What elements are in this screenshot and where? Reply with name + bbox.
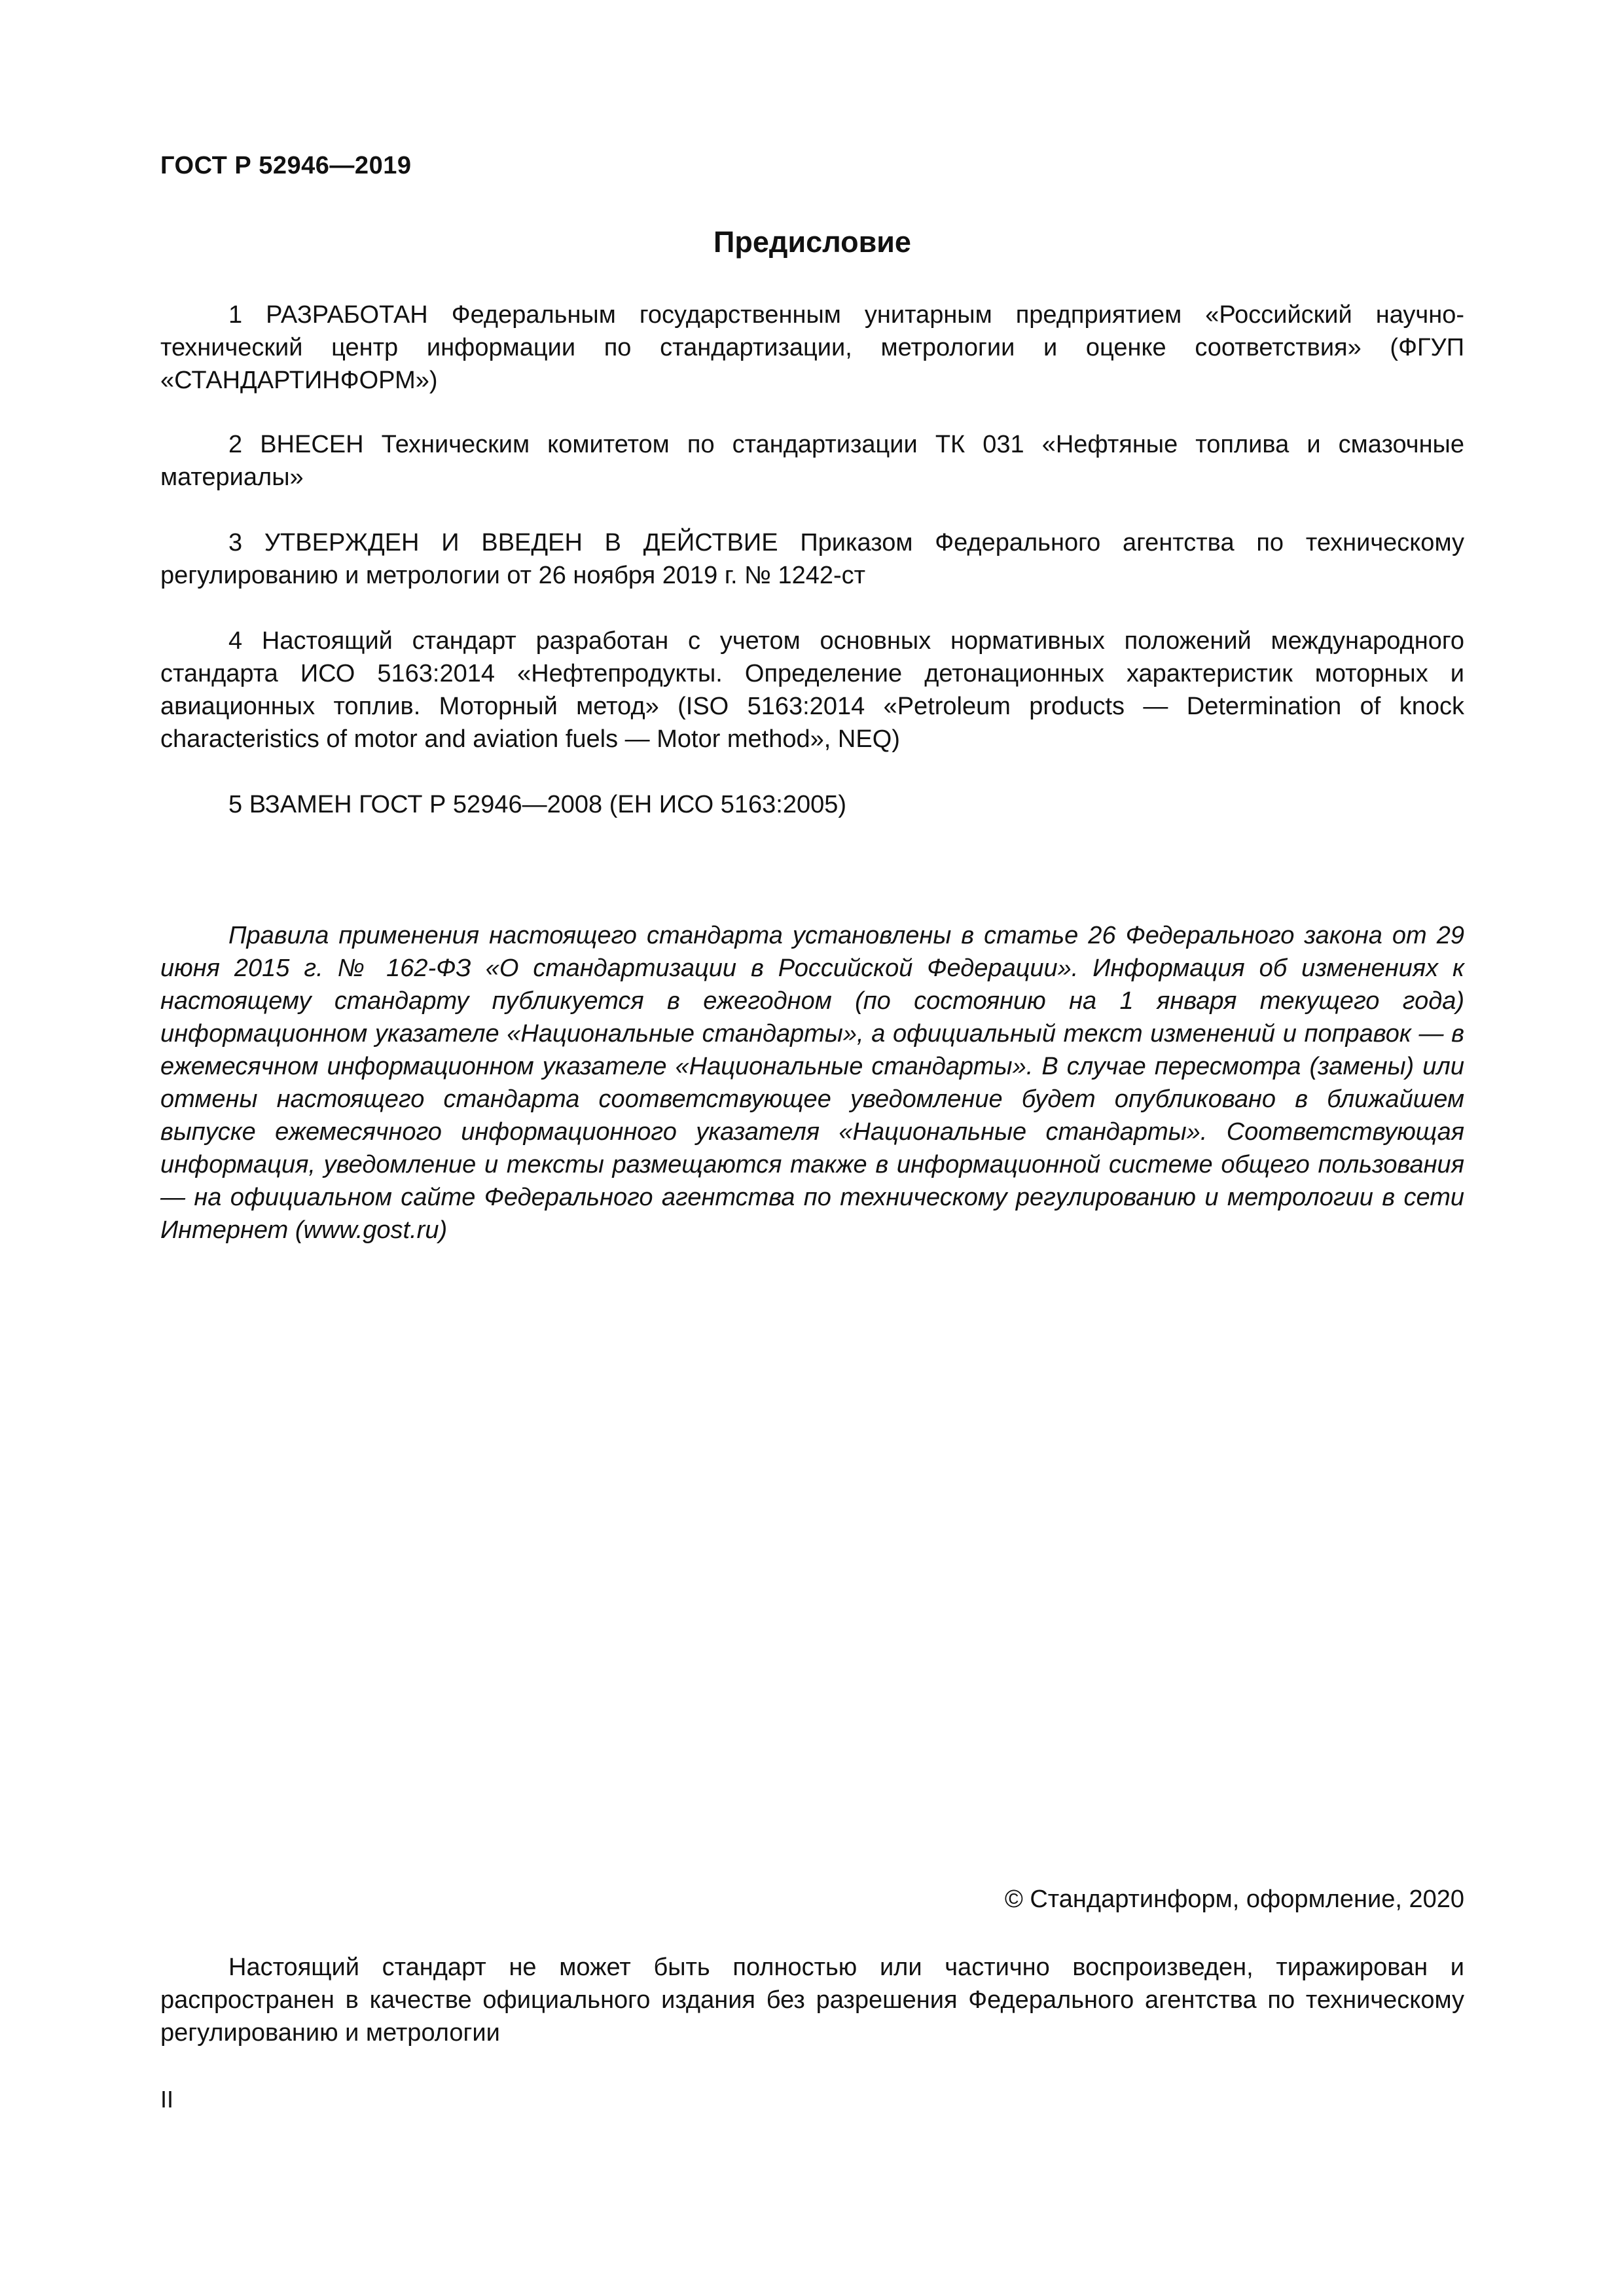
document-code: ГОСТ Р 52946—2019	[160, 152, 412, 179]
copyright-line: © Стандартинформ, оформление, 2020	[1004, 1886, 1464, 1913]
preface-item-replaces: 5 ВЗАМЕН ГОСТ Р 52946—2008 (ЕН ИСО 5163:2005)	[228, 791, 847, 818]
page-number: II	[160, 2086, 174, 2113]
preface-item-submitted: 2 ВНЕСЕН Техническим комитетом по стандартизации ТК 031 «Нефтяные топлива и смазочные материалы»	[160, 431, 1464, 491]
preface-title: Предисловие	[713, 225, 911, 259]
preface-item-developed: 1 РАЗРАБОТАН Федеральным государственным унитарным предприятием «Российский научно-технический центр информации по стандартизации, метрологии и оценке соответствия» (ФГУП «СТАНДАРТИНФОРМ»)	[160, 301, 1464, 394]
reproduction-notice: Настоящий стандарт не может быть полностью или частично воспроизведен, тиражирован и распространен в качестве официального издания без разрешения Федерального агентства по техническому регулированию и метрологии	[160, 1954, 1464, 2047]
preface-item-approved: 3 УТВЕРЖДЕН И ВВЕДЕН В ДЕЙСТВИЕ Приказом Федерального агентства по техническому регулированию и метрологии от 26 ноября 2019 г. № 1242-ст	[160, 529, 1464, 589]
preface-item-based-on: 4 Настоящий стандарт разработан с учетом основных нормативных положений международного стандарта ИСО 5163:2014 «Нефтепродукты. Определение детонационных характеристик моторных и авиационных топлив. Моторный метод» (ISO 5163:2014 «Petroleum products — Determination of knock characteristics of motor and aviation fuels — Motor method», NEQ)	[160, 627, 1464, 753]
application-rules-note: Правила применения настоящего стандарта установлены в статье 26 Федерального закона от 29 июня 2015 г. № 162-ФЗ «О стандартизации в Российской Федерации». Информация об изменениях к настоящему стандарту публикуется в ежегодном (по состоянию на 1 января текущего года) информационном указателе «Национальные стандарты», а официальный текст изменений и поправок — в ежемесячном информационном указателе «Национальные стандарты». В случае пересмотра (замены) или отмены настоящего стандарта соответствующее уведомление будет опубликовано в ближайшем выпуске ежемесячного информационного указателя «Национальные стандарты». Соответствующая информация, уведомление и тексты размещаются также в информационной системе общего пользования — на официальном сайте Федерального агентства по техническому регулированию и метрологии в сети Интернет (www.gost.ru)	[160, 922, 1464, 1244]
